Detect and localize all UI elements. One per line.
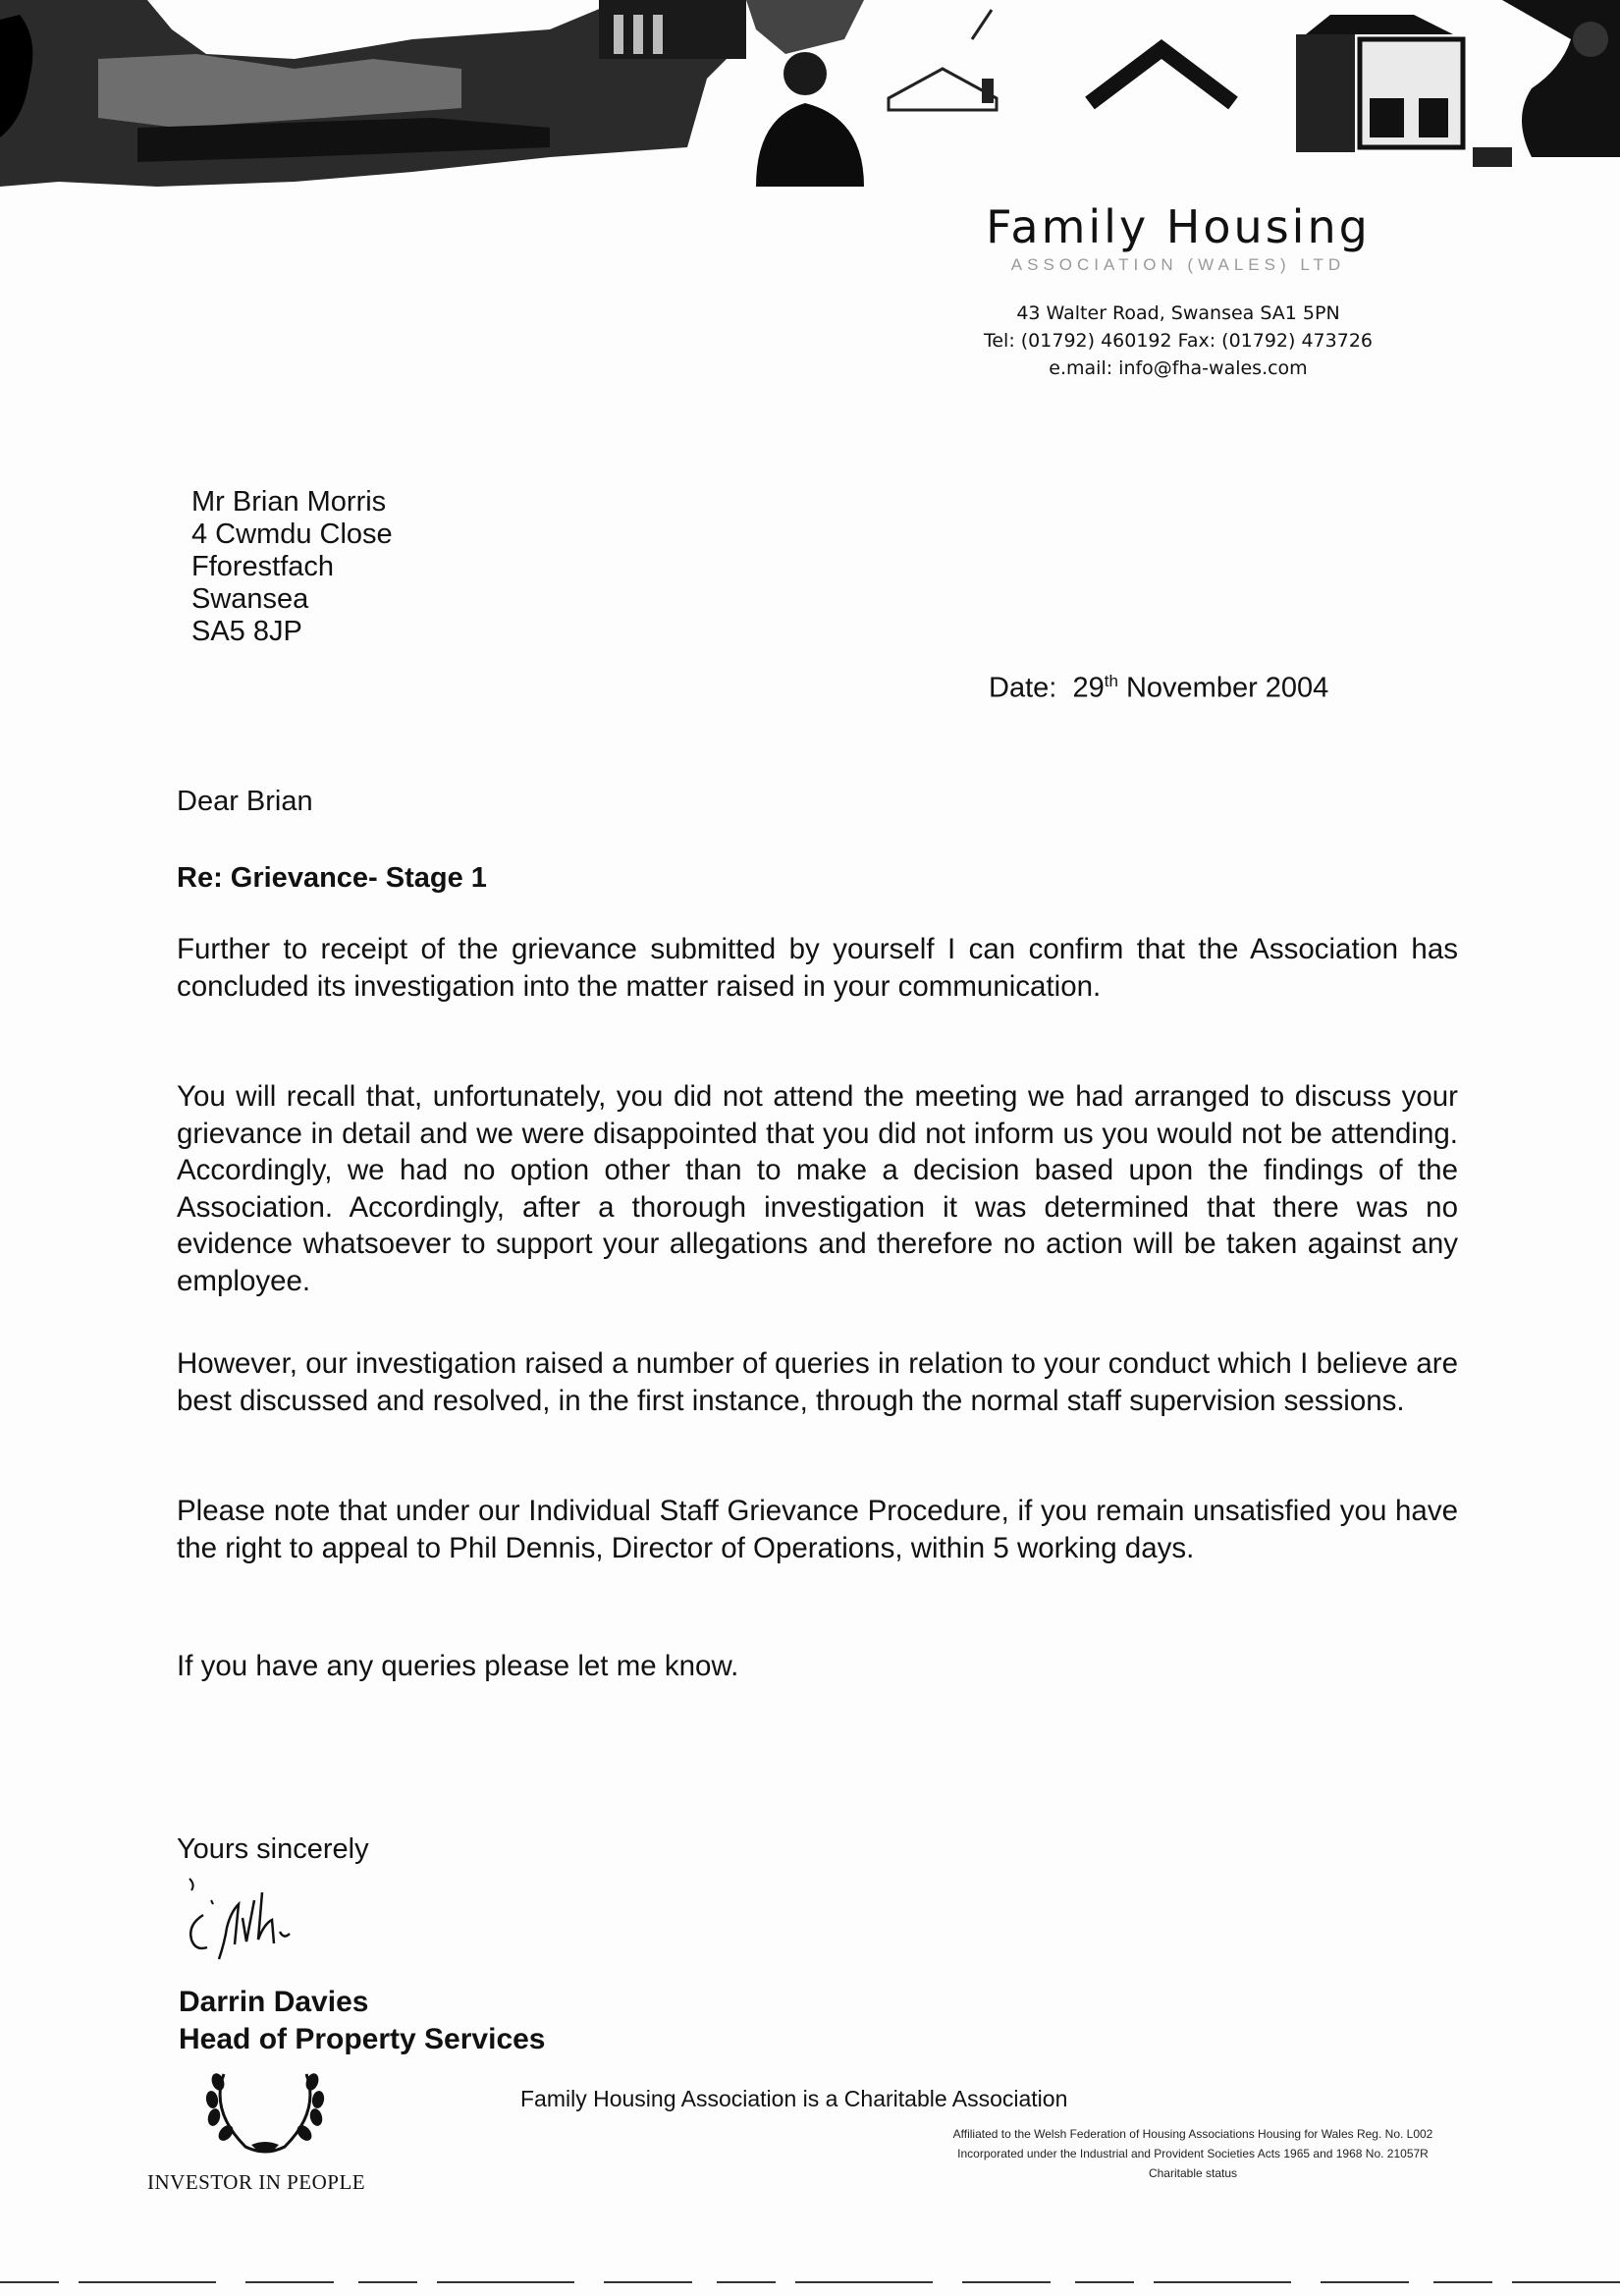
date-label: Date: bbox=[989, 672, 1057, 704]
salutation: Dear Brian bbox=[177, 786, 313, 817]
signer-block bbox=[179, 1984, 546, 2058]
recipient-line: Fforestfach bbox=[191, 551, 335, 582]
recipient-address bbox=[191, 486, 393, 648]
investor-in-people-laurel-icon bbox=[196, 2062, 334, 2160]
handwritten-signature bbox=[182, 1871, 349, 1979]
organisation-name: Family Housing bbox=[986, 200, 1371, 253]
date-day: 29 bbox=[1072, 672, 1105, 704]
recipient-line: Swansea bbox=[191, 583, 309, 615]
fineprint-line: Affiliated to the Welsh Federation of Housing Associations Housing for Wales Reg. No. L002 bbox=[952, 2127, 1433, 2141]
closing: Yours sincerely bbox=[177, 1833, 369, 1865]
organisation-contact bbox=[913, 300, 1443, 382]
body-paragraph: Please note that under our Individual Staff Grievance Procedure, if you remain unsatisfied you have the right to appeal to Phil Dennis, Director of Operations, within 5 working days. bbox=[177, 1495, 1458, 1564]
date-suffix: th bbox=[1104, 672, 1118, 690]
signer-title: Head of Property Services bbox=[179, 2023, 546, 2055]
registration-fineprint bbox=[854, 2124, 1532, 2183]
organisation-subtitle: ASSOCIATION (WALES) LTD bbox=[1010, 255, 1346, 274]
letter-date bbox=[989, 665, 1328, 705]
body-paragraph: If you have any queries please let me know. bbox=[177, 1650, 739, 1682]
organisation-email: e.mail: info@fha-wales.com bbox=[1049, 357, 1308, 379]
charitable-note: Family Housing Association is a Charitable Association bbox=[520, 2086, 1068, 2111]
subject-line: Re: Grievance- Stage 1 bbox=[177, 862, 487, 894]
body-paragraph: You will recall that, unfortunately, you did not attend the meeting we had arranged to discuss your grievance in detail and we were disappointed that you did not inform us you would not be attending. Accordingly, we had no option other than to make a decision based upon the findings of the Association. Accordingly, after a thorough investigation it was determined that there was no evidence whatsoever to support your allegations and therefore no action will be taken against any employee. bbox=[177, 1080, 1458, 1297]
organisation-phone-fax: Tel: (01792) 460192 Fax: (01792) 473726 bbox=[983, 330, 1373, 352]
recipient-name: Mr Brian Morris bbox=[191, 486, 387, 518]
letterhead-photo-banner bbox=[0, 0, 1620, 196]
body-paragraph: Further to receipt of the grievance submitted by yourself I can confirm that the Association has concluded its investigation into the matter raised in your communication. bbox=[177, 933, 1458, 1003]
investor-in-people-label: INVESTOR IN PEOPLE bbox=[147, 2170, 366, 2194]
fineprint-line: Incorporated under the Industrial and Provident Societies Acts 1965 and 1968 No. 21057R bbox=[957, 2147, 1429, 2160]
organisation-address: 43 Walter Road, Swansea SA1 5PN bbox=[1016, 302, 1340, 324]
fineprint-line: Charitable status bbox=[1148, 2166, 1238, 2180]
page-edge-divider bbox=[0, 2280, 1620, 2284]
recipient-postcode: SA5 8JP bbox=[191, 616, 302, 647]
body-paragraph: However, our investigation raised a number of queries in relation to your conduct which I believe are best discussed and resolved, in the first instance, through the normal staff supervision sessions. bbox=[177, 1347, 1458, 1417]
recipient-line: 4 Cwmdu Close bbox=[191, 519, 393, 550]
signer-name: Darrin Davies bbox=[179, 1986, 369, 2018]
date-month-year: November 2004 bbox=[1125, 672, 1329, 704]
